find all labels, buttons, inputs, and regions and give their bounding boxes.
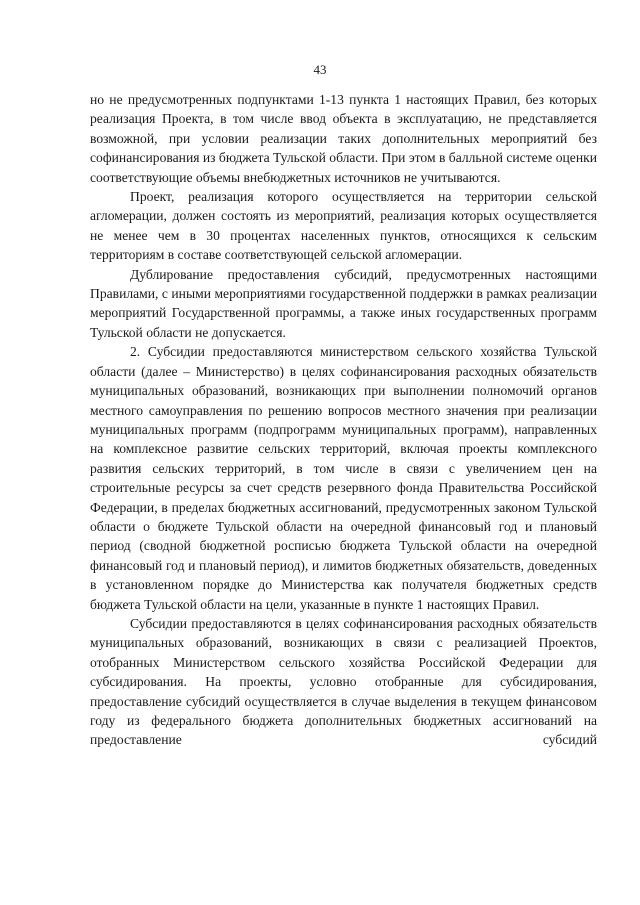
page-number: 43 (313, 62, 327, 77)
paragraph-agglomeration-project: Проект, реализация которого осуществляется на территории сельской агломерации, должен состоять из мероприятий, реализация которых осуществляется не менее чем в 30 процентах населенных пунктов, относящихся к сельским территориям в составе соответствующей сельской агломерации. (90, 189, 597, 263)
paragraph-cofinancing-projects: Субсидии предоставляются в целях софинансирования расходных обязательств муниципальных образований, возникающих в связи с реализацией Проектов, отобранных Министерством сельского хозяйства Российской Федерации для субсидирования. На проекты, условно отобранные для субсидирования, предоставление субсидий осуществляется в случае выделения в текущем финансовом году из федерального бюджета дополнительных бюджетных ассигнований на предоставление субсидий (90, 615, 597, 748)
paragraph-subsidy-duplication: Дублирование предоставления субсидий, предусмотренных настоящими Правилами, с иными мероприятиями государственной поддержки в рамках реализации мероприятий Государственной программы, а также иных государственных программ Тульской области не допускается. (90, 266, 597, 340)
paragraph-point-2-subsidies: 2. Субсидии предоставляются министерством сельского хозяйства Тульской области (далее – Министерство) в целях софинансирования расходных обязательств муниципальных образований, возникающих при выполнении полномочий органов местного самоуправления по решению вопросов местного значения при реализации муниципальных программ (подпрограмм муниципальных программ), направленных на комплексное развитие сельских территорий, включая проекты комплексного развития сельских территорий, в том числе в связи с увеличением цен на строительные ресурсы за счет средств резервного фонда Правительства Российской Федерации, в пределах бюджетных ассигнований, предусмотренных законом Тульской области о бюджете Тульской области на очередной финансовый год и плановый период (сводной бюджетной росписью бюджета Тульской области на очередной финансовый год и плановый период), и лимитов бюджетных обязательств, доведенных в установленном порядке до Министерства как получателя бюджетных средств бюджета Тульской области на цели, указанные в пункте 1 настоящих Правил. (90, 344, 597, 612)
document-body (90, 90, 597, 750)
paragraph-continuation: но не предусмотренных подпунктами 1-13 пункта 1 настоящих Правил, без которых реализация Проекта, в том числе ввод объекта в эксплуатацию, не представляется возможной, при условии реализации таких дополнительных мероприятий без софинансирования из бюджета Тульской области. При этом в балльной системе оценки соответствующие объемы внебюджетных источников не учитываются. (90, 92, 597, 185)
